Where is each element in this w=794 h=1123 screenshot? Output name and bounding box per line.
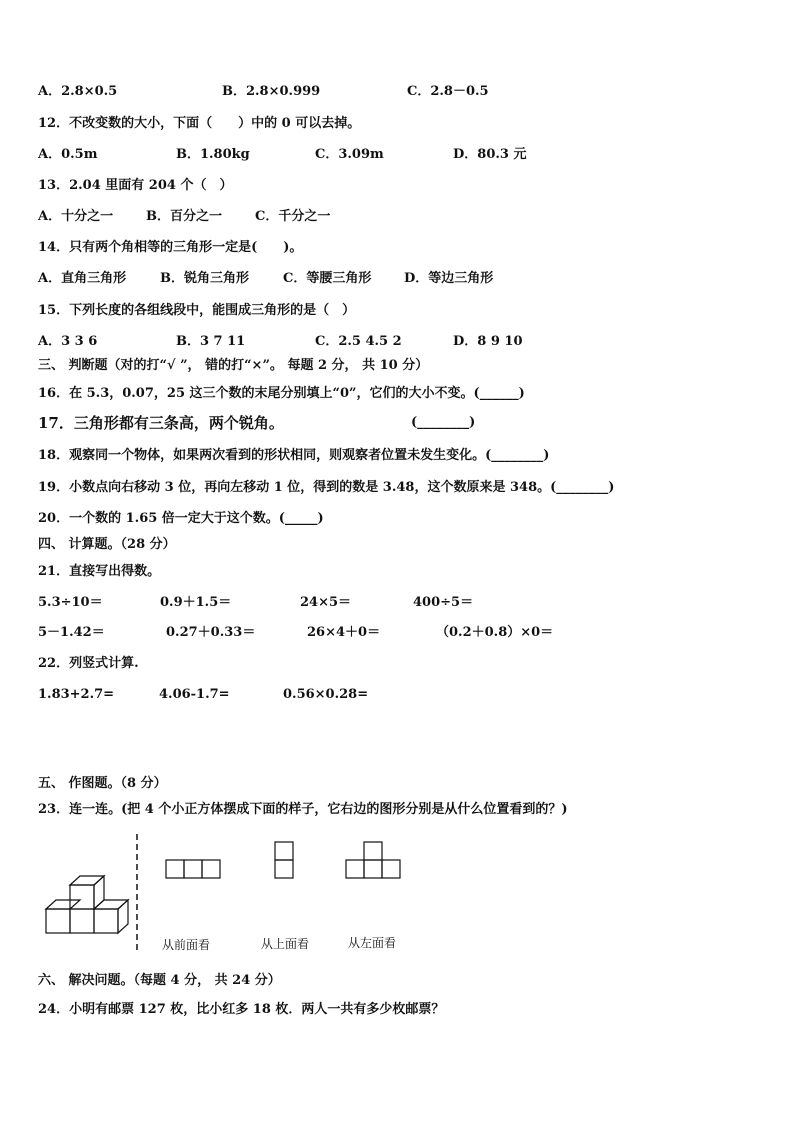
view-square [166, 860, 184, 878]
q21-stem: 21．直接写出得数。 [38, 564, 161, 579]
q19: 19．小数点向右移动 3 位，再向左移动 1 位，得到的数是 3.48，这个数原来是 348。(________) [38, 480, 615, 495]
q15-option-c: C．2.5 4.5 2 [315, 334, 402, 349]
q12-option-c: C．3.09m [315, 147, 384, 162]
view-square [364, 860, 382, 878]
q13-stem: 13．2.04 里面有 204 个（ ） [38, 178, 233, 193]
q21-item: 0.27＋0.33＝ [166, 625, 256, 640]
q16: 16．在 5.3，0.07，25 这三个数的末尾分别填上“0”，它们的大小不变。(______) [38, 386, 525, 401]
q22-item: 4.06-1.7= [159, 687, 230, 702]
q23-caption-front: 从前面看 [162, 938, 211, 952]
q23-caption-left: 从左面看 [348, 936, 397, 950]
q14-stem: 14．只有两个角相等的三角形一定是( )。 [38, 240, 303, 255]
q12-option-b: B．1.80kg [176, 147, 250, 162]
section-5-heading: 五、 作图题。（8 分） [38, 776, 167, 791]
q14-option-a: A．直角三角形 [38, 271, 127, 286]
q11-option-a: A．2.8×0.5 [38, 84, 118, 99]
q21-item: 0.9＋1.5＝ [160, 595, 232, 610]
q15-option-b: B．3 7 11 [176, 334, 246, 349]
q17-blank: (________) [411, 415, 476, 430]
q15-stem: 15．下列长度的各组线段中，能围成三角形的是（ ） [38, 303, 356, 318]
q13-option-a: A．十分之一 [38, 209, 114, 224]
q15-option-d: D．8 9 10 [453, 334, 523, 349]
q21-item: （0.2＋0.8）×0＝ [436, 625, 554, 640]
cube-front-face [94, 909, 118, 933]
view-square [202, 860, 220, 878]
q14-option-c: C．等腰三角形 [283, 271, 372, 286]
section-3-heading: 三、 判断题（对的打“√ ”， 错的打“×”。 每题 2 分， 共 10 分） [38, 358, 429, 373]
section-4-heading: 四、 计算题。（28 分） [38, 537, 176, 552]
q13-option-c: C．千分之一 [255, 209, 331, 224]
q21-item: 5.3÷10＝ [38, 595, 103, 610]
q14-option-d: D．等边三角形 [404, 271, 494, 286]
q24: 24．小明有邮票 127 枚，比小红多 18 枚．两人一共有多少枚邮票？ [38, 1002, 445, 1017]
cube-side-face [118, 900, 128, 933]
q11-option-b: B．2.8×0.999 [222, 84, 321, 99]
view-square [184, 860, 202, 878]
q14-option-b: B．锐角三角形 [160, 271, 249, 286]
cube-front-face [70, 909, 94, 933]
view-square [382, 860, 400, 878]
q21-item: 24×5＝ [300, 595, 352, 610]
cube-top-face [46, 900, 80, 909]
q21-item: 5－1.42＝ [38, 625, 105, 640]
view-square [364, 842, 382, 860]
q22-item: 0.56×0.28= [283, 687, 369, 702]
q22-stem: 22．列竖式计算. [38, 656, 139, 671]
cube-front-face [46, 909, 70, 933]
q23-stem: 23．连一连。(把 4 个小正方体摆成下面的样子，它右边的图形分别是从什么位置看到的？) [38, 802, 568, 817]
q21-item: 400÷5＝ [413, 595, 474, 610]
section-6-heading: 六、 解决问题。（每题 4 分， 共 24 分） [38, 973, 281, 988]
q12-option-d: D．80.3 元 [453, 147, 527, 162]
q18: 18．观察同一个物体，如果两次看到的形状相同，则观察者位置未发生变化。(________) [38, 448, 550, 463]
q15-option-a: A．3 3 6 [38, 334, 98, 349]
q20: 20．一个数的 1.65 倍一定大于这个数。(_____) [38, 511, 324, 526]
q17-stem: 17．三角形都有三条高，两个锐角。 [38, 414, 284, 432]
q21-item: 26×4＋0＝ [307, 625, 381, 640]
q22-item: 1.83+2.7= [38, 687, 115, 702]
view-square [275, 842, 293, 860]
q23-caption-top: 从上面看 [261, 937, 310, 951]
view-square [275, 860, 293, 878]
view-square [346, 860, 364, 878]
cube-side-face [94, 876, 104, 909]
q13-option-b: B．百分之一 [146, 209, 222, 224]
q12-option-a: A．0.5m [38, 147, 98, 162]
q11-option-c: C．2.8－0.5 [407, 84, 489, 99]
q12-stem: 12．不改变数的大小，下面（ ）中的 0 可以去掉。 [38, 116, 361, 131]
